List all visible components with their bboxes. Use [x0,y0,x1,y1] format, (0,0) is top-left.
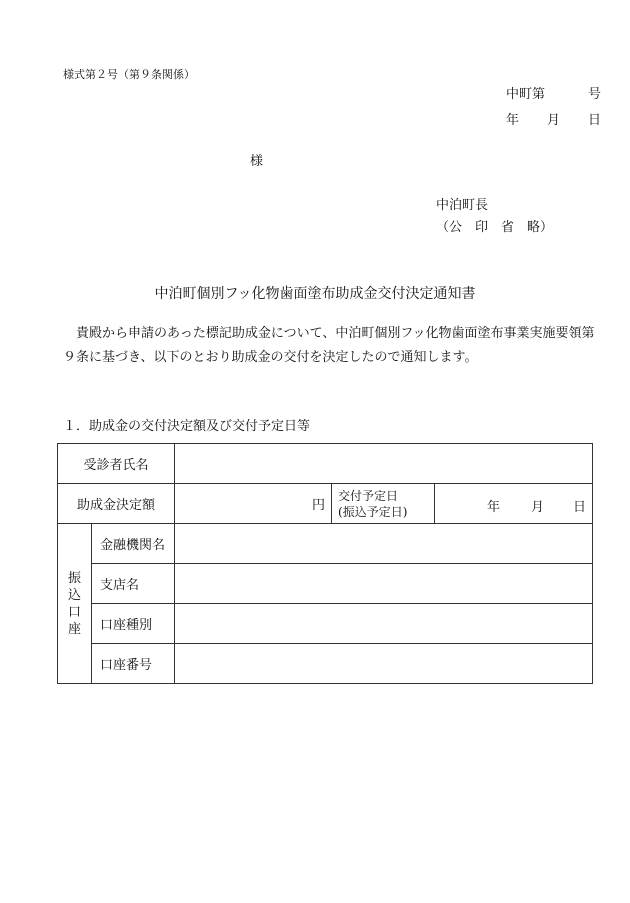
document-title: 中泊町個別フッ化物歯面塗布助成金交付決定通知書 [154,286,476,302]
amount-label: 助成金決定額 [58,484,175,524]
patient-name-label: 受診者氏名 [58,444,175,484]
issue-year: 年 [506,113,520,128]
transfer-account-label [58,524,92,684]
table-row [58,484,593,524]
issue-month: 月 [547,113,561,128]
section-heading: １．助成金の交付決定額及び交付予定日等 [63,419,311,434]
branch-label: 支店名 [92,564,175,604]
transfer-account-char: 座 [67,621,81,637]
issuer-title: 中泊町長 [436,198,489,213]
decision-table [57,443,593,684]
payment-date-sub-label: (振込予定日) [338,504,408,519]
table-row [58,604,593,644]
form-id: 様式第２号（第９条関係） [63,68,195,81]
transfer-account-char: 振 [67,570,81,586]
transfer-account-char: 込 [67,587,81,603]
table-row [58,524,593,564]
payment-day: 日 [573,500,587,515]
payment-date-label: 交付予定日 [338,488,399,503]
ref-no-prefix: 中町第 [506,87,546,102]
bank-field[interactable] [175,524,593,564]
body-text: 貴殿から申請のあった標記助成金について、中泊町個別フッ化物歯面塗布事業実施要領第９条に基づき、以下のとおり助成金の交付を決定したので通知します。 [63,326,595,365]
addressee-suffix: 様 [250,154,264,169]
yen-unit: 円 [312,498,326,513]
account-number-label: 口座番号 [92,644,175,684]
payment-date-label-cell [332,484,435,524]
issue-day: 日 [588,113,602,128]
payment-year: 年 [487,500,501,515]
seal-omitted: （公 印 省 略） [436,220,554,235]
patient-name-field[interactable] [175,444,593,484]
ref-no-suffix: 号 [588,87,602,102]
account-type-field[interactable] [175,604,593,644]
payment-month: 月 [531,500,545,515]
table-row [58,644,593,684]
transfer-account-char: 口 [67,604,81,620]
account-number-field[interactable] [175,644,593,684]
branch-field[interactable] [175,564,593,604]
payment-date-field[interactable] [435,484,593,524]
amount-field[interactable] [175,484,332,524]
account-type-label: 口座種別 [92,604,175,644]
bank-label: 金融機関名 [92,524,175,564]
table-row [58,444,593,484]
table-row [58,564,593,604]
